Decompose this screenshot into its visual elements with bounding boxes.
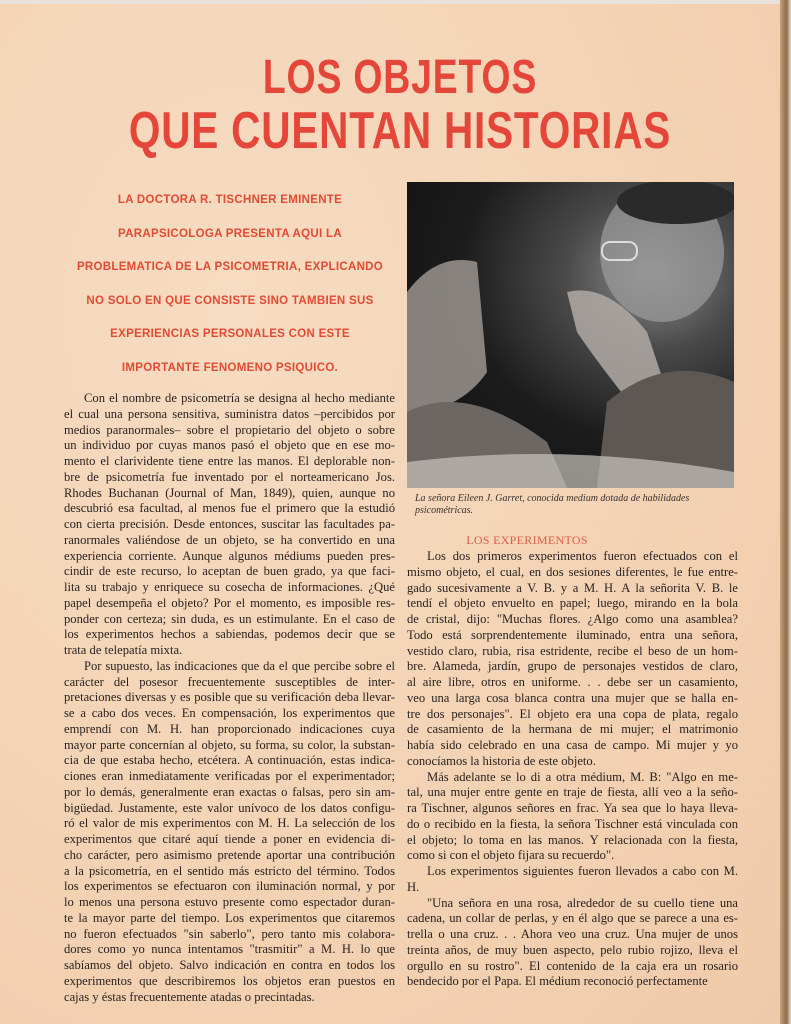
text-line: bre de psicometría fue inventado por el norteamericano Jos. bbox=[64, 469, 395, 484]
magazine-page bbox=[0, 4, 780, 1024]
text-line: do o recibido en la fiesta, la señora Tischner está vinculada con bbox=[407, 816, 738, 831]
text-line: bre. Alameda, jardín, grupo de personajes vestidos de claro, bbox=[407, 659, 738, 674]
text-line: experimentos que describiremos los objetos eran puestos en bbox=[64, 973, 395, 988]
text-line: como si con el objeto fijara su recuerdo". bbox=[407, 848, 615, 863]
text-line: H. bbox=[407, 879, 420, 894]
paragraph bbox=[407, 770, 738, 865]
intro-line: IMPORTANTE FENOMENO PSIQUICO. bbox=[121, 361, 339, 374]
text-line: medios paranormales– sobre el propietario del objeto o sobre bbox=[64, 422, 395, 437]
text-line: te la mayor parte del tiempo. Los experimentos que citaremos bbox=[64, 910, 395, 925]
text-line: a la psicometría, en el sentido más estricto del término. Todos bbox=[64, 863, 395, 878]
text-line: al aire libre, otros en uniforme. . . debe ser un casamiento, bbox=[407, 675, 738, 689]
text-line: ra Tischner, algunos señores en frac. Ya sea que lo haya lleva- bbox=[407, 801, 738, 815]
intro-line: PROBLEMATICA DE LA PSICOMETRIA, EXPLICANDO bbox=[76, 261, 384, 273]
intro-line: LA DOCTORA R. TISCHNER EMINENTE bbox=[117, 194, 343, 206]
text-line: Con el nombre de psicometría se designa al hecho mediante bbox=[84, 391, 395, 405]
text-line: el objeto; lo toma en las manos. Y relacionada con la fiesta, bbox=[407, 832, 738, 847]
text-line: lo menos una persona estuvo presente como espectador duran- bbox=[64, 895, 395, 909]
page-edge bbox=[780, 0, 791, 1024]
text-line: carácter del posesor frecuentemente susceptibles de inter- bbox=[64, 674, 395, 689]
text-line: treinta años, de muy buen aspecto, pelo rubio rojizo, lleva el bbox=[407, 942, 738, 957]
text-line: de casamiento de la hermana de mi mujer; el matrimonio bbox=[407, 722, 738, 737]
text-line: Los dos primeros experimentos fueron efectuados con el bbox=[427, 549, 738, 563]
text-line: tre dos personajes". El objeto era una copa de plata, regalo bbox=[407, 706, 738, 721]
text-line: experimentos que citaré aquí tiende a poner en evidencia di- bbox=[64, 832, 395, 846]
right-column-body bbox=[407, 549, 738, 990]
text-line: con cierta precisión. Desde entonces, suscitar las facultades pa- bbox=[64, 517, 395, 531]
text-line: no fueron efectuados "sin saberlo", pero tanto mis colabora- bbox=[64, 926, 395, 941]
text-line: vestido claro, rubia, risa estridente, recibe el beso de un hom- bbox=[407, 643, 738, 658]
text-line: Más adelante se lo di a otra médium, M. B: "Algo en me- bbox=[427, 769, 738, 784]
text-line: tendí el objeto envuelto en papel; luego, mirando en la bola bbox=[407, 596, 738, 611]
text-line: ranormales valiéndose de un objeto, se ha convertido en una bbox=[64, 532, 395, 547]
text-line: un individuo por cuyas manos pasó el objeto que en ese mo- bbox=[64, 438, 395, 453]
paragraph bbox=[407, 549, 738, 770]
text-line: cadena, un collar de perlas, y en él algo que se parece a una es- bbox=[407, 911, 738, 926]
text-line: mento el clarividente tiene entre las manos. El deplorable non- bbox=[64, 454, 395, 468]
text-line: Por supuesto, las indicaciones que da el que percibe sobre el bbox=[84, 658, 395, 673]
text-line: se a cabo dos veces. En compensación, los experimentos que bbox=[64, 706, 395, 720]
text-line: había sido celebrado en una casa de campo. Mi mujer y yo bbox=[407, 738, 738, 752]
text-line: cho carácter, pero asimismo pretende aportar una contribución bbox=[64, 847, 395, 862]
paragraph bbox=[64, 659, 395, 1006]
text-line: papel desempeña el objeto? Por el momento, es imposible res- bbox=[64, 595, 395, 610]
text-line: Rhodes Buchanan (Journal of Man, 1849), quien, aunque no bbox=[64, 485, 395, 500]
paragraph bbox=[64, 391, 395, 659]
photo-medium-psychometry bbox=[407, 182, 734, 488]
intro-line: EXPERIENCIAS PERSONALES CON ESTE bbox=[110, 328, 350, 340]
text-line: veo una larga cosa blanca contra una mujer que se halla en- bbox=[407, 690, 738, 705]
text-line: de cristal, dijo: "Muchas flores. ¿Algo como una asamblea? bbox=[407, 612, 738, 626]
section-heading: LOS EXPERIMENTOS bbox=[466, 533, 588, 547]
text-line: cajas y éstas frecuentemente atadas o precintadas. bbox=[64, 989, 315, 1004]
intro-line: PARAPSICOLOGA PRESENTA AQUI LA bbox=[118, 227, 342, 240]
photo-caption: La señora Eileen J. Garret, conocida medium dotada de habilidades psicométricas. bbox=[415, 493, 690, 516]
text-line: pretaciones diversas y es posible que su verificación deba llevar- bbox=[64, 690, 395, 705]
text-line: tal, una mujer entre gente en traje de fiesta, allí veo a la seño- bbox=[407, 785, 738, 800]
intro-deck bbox=[62, 184, 398, 385]
text-line: por lo demás, generalmente eran exactas o falsas, pero sin am- bbox=[64, 784, 395, 799]
text-line: bigüedad. Justamente, este valor unívoco de los datos configu- bbox=[64, 800, 395, 815]
photo-illustration bbox=[407, 182, 734, 488]
text-line: conocíamos la historia de este objeto. bbox=[407, 753, 596, 768]
paragraph bbox=[407, 896, 738, 991]
paragraph bbox=[407, 864, 738, 896]
text-line: ponder con certeza; sin duda, es un estimulante. En el caso de bbox=[64, 611, 395, 626]
text-line: ciones eran inmediatamente verificadas por el experimentador; bbox=[64, 769, 395, 783]
text-line: orgullo en su rostro". El contenido de la caja era un rosario bbox=[407, 958, 738, 973]
text-line: cia de que estaba hecho, etcétera. A continuación, estas indica- bbox=[64, 753, 395, 768]
text-line: descubrió esa facultad, al menos fue el primero que la estudió bbox=[64, 501, 395, 516]
intro-line: NO SOLO EN QUE CONSISTE SINO TAMBIEN SUS bbox=[86, 294, 374, 307]
text-line: sabíamos del objeto. Salvo indicación en contra en todos los bbox=[64, 958, 395, 972]
text-line: dores como yo nunca intentamos "trasmitir" a M. H. lo que bbox=[64, 942, 395, 957]
text-line: experiencia corriente. Aunque algunos médiums pueden pres- bbox=[64, 548, 395, 563]
text-line: Todo está sorprendentemente iluminado, entra una señora, bbox=[407, 627, 738, 642]
text-line: "Una señora en una rosa, alrededor de su cuello tiene una bbox=[427, 895, 738, 910]
text-line: ró el valor de mis experimentos con M. H. La selección de los bbox=[64, 816, 395, 831]
text-line: mayor parte concernían al objeto, su forma, su color, la substan- bbox=[64, 737, 395, 752]
text-line: lita su trabajo y enriquece su cosecha de informaciones. ¿Qué bbox=[64, 580, 395, 594]
left-column-body bbox=[64, 391, 395, 1005]
text-line: trata de telepatía mixta. bbox=[64, 643, 183, 657]
article-title-line-1: LOS OBJETOS bbox=[262, 51, 538, 104]
text-line: gado sucesivamente a V. B. y a M. H. A la señorita V. B. le bbox=[407, 580, 738, 595]
text-line: mismo objeto, el cual, en dos sesiones diferentes, le fue entre- bbox=[407, 564, 738, 579]
text-line: bendecido por el Papa. El médium reconoció perfectamente bbox=[407, 974, 708, 989]
text-line: el cual una persona sensitiva, suministra datos –percibidos por bbox=[64, 406, 395, 421]
text-line: Los experimentos siguientes fueron llevados a cabo con M. bbox=[427, 864, 738, 878]
text-line: los experimentos se efectuaron con iluminación normal, y por bbox=[64, 879, 395, 894]
text-line: los experimentos hechos a sabiendas, podemos decir que se bbox=[64, 627, 395, 642]
text-line: emprendí con M. H. han proporcionado indicaciones cuya bbox=[64, 721, 395, 736]
text-line: cindir de este recurso, lo aceptan de buen grado, ya que faci- bbox=[64, 564, 395, 579]
text-line: trella o una cruz. . . Ahora veo una cruz. Una mujer de unos bbox=[407, 927, 738, 941]
article-title-line-2: QUE CUENTAN HISTORIAS bbox=[128, 102, 672, 160]
